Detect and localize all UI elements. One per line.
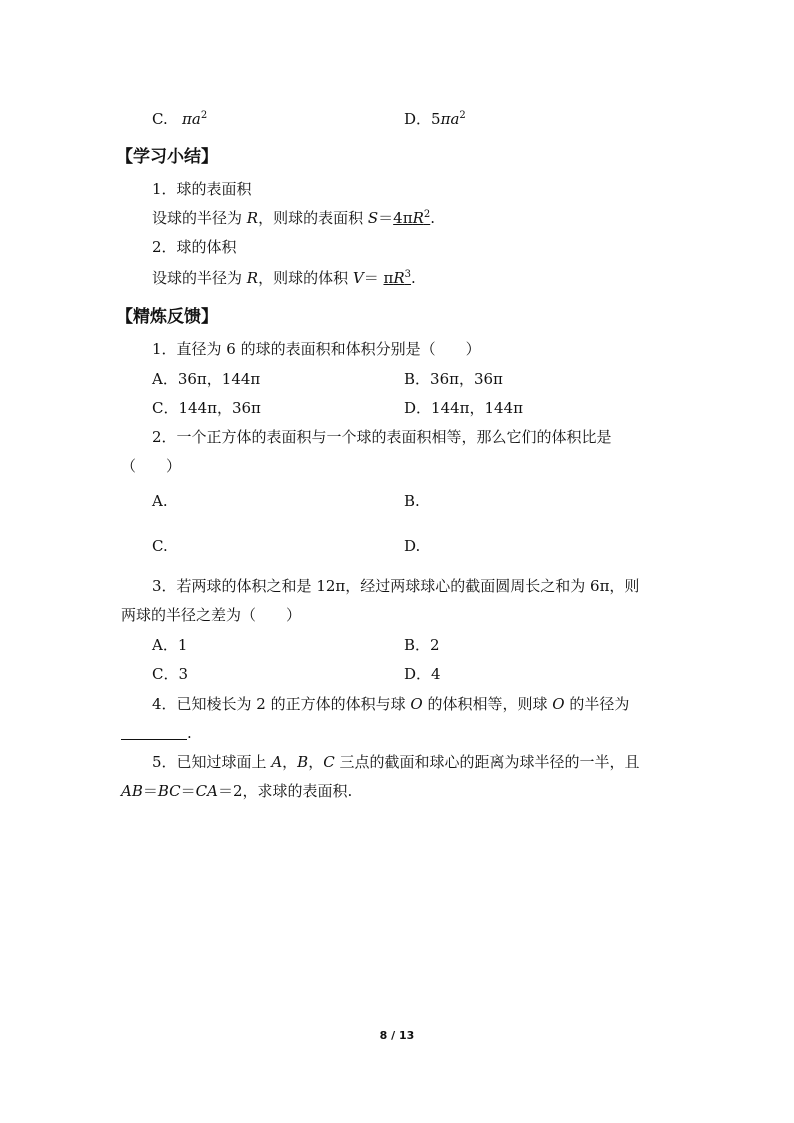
page-number: 8 / 13 <box>379 1029 415 1042</box>
question-4-answer-line: . <box>121 723 192 743</box>
question-5-line1: 5．已知过球面上 A，B，C 三点的截面和球心的距离为球半径的一半，且 <box>152 753 640 771</box>
q3-option-a: A．1 <box>152 636 188 654</box>
summary-item1-text: 设球的半径为 R，则球的表面积 $S=4\pi R^2$. <box>152 209 436 227</box>
answer-blank <box>121 725 187 740</box>
q3-option-b: B．2 <box>404 636 440 654</box>
q2-option-d: D. <box>404 537 421 555</box>
question-4: 4．已知棱长为 2 的正方体的体积与球 O 的体积相等，则球 O 的半径为 <box>152 695 630 713</box>
question-1: 1．直径为 6 的球的表面积和体积分别是（ ） <box>152 340 481 358</box>
question-5-line2: AB＝BC＝CA＝2，求球的表面积. <box>121 782 353 800</box>
summary-item2-text: 设球的半径为 R，则球的体积 $V= \pi R^3$. <box>152 269 416 287</box>
q1-option-c: C．144π，36π <box>152 399 261 417</box>
question-3-line1: 3．若两球的体积之和是 12π，经过两球球心的截面圆周长之和为 6π，则 <box>152 577 640 595</box>
q1-option-a: A．36π，144π <box>152 370 261 388</box>
q3-option-d: D．4 <box>404 665 441 683</box>
feedback-heading: 【精炼反馈】 <box>116 307 218 327</box>
summary-item2-title: 2．球的体积 <box>152 238 237 256</box>
question-2-line2: （ ） <box>121 457 182 475</box>
q2-option-a: A. <box>152 492 168 510</box>
q1-option-b: B．36π，36π <box>404 370 503 388</box>
prev-option-d: D．$5\pi a^2$ <box>404 110 466 128</box>
question-3-line2: 两球的半径之差为（ ） <box>121 606 302 624</box>
prev-option-c: C. $\pi a^2$ <box>152 110 208 128</box>
question-2-line1: 2．一个正方体的表面积与一个球的表面积相等，那么它们的体积比是 <box>152 428 612 446</box>
summary-item1-title: 1．球的表面积 <box>152 180 252 198</box>
q3-option-c: C．3 <box>152 665 189 683</box>
q1-option-d: D．144π，144π <box>404 399 524 417</box>
q2-option-b: B. <box>404 492 420 510</box>
surface-area-formula: $4\pi R^2$ <box>393 209 431 227</box>
volume-formula: $\pi R^3$ <box>383 269 412 287</box>
summary-heading: 【学习小结】 <box>116 147 218 167</box>
q2-option-c: C. <box>152 537 168 555</box>
